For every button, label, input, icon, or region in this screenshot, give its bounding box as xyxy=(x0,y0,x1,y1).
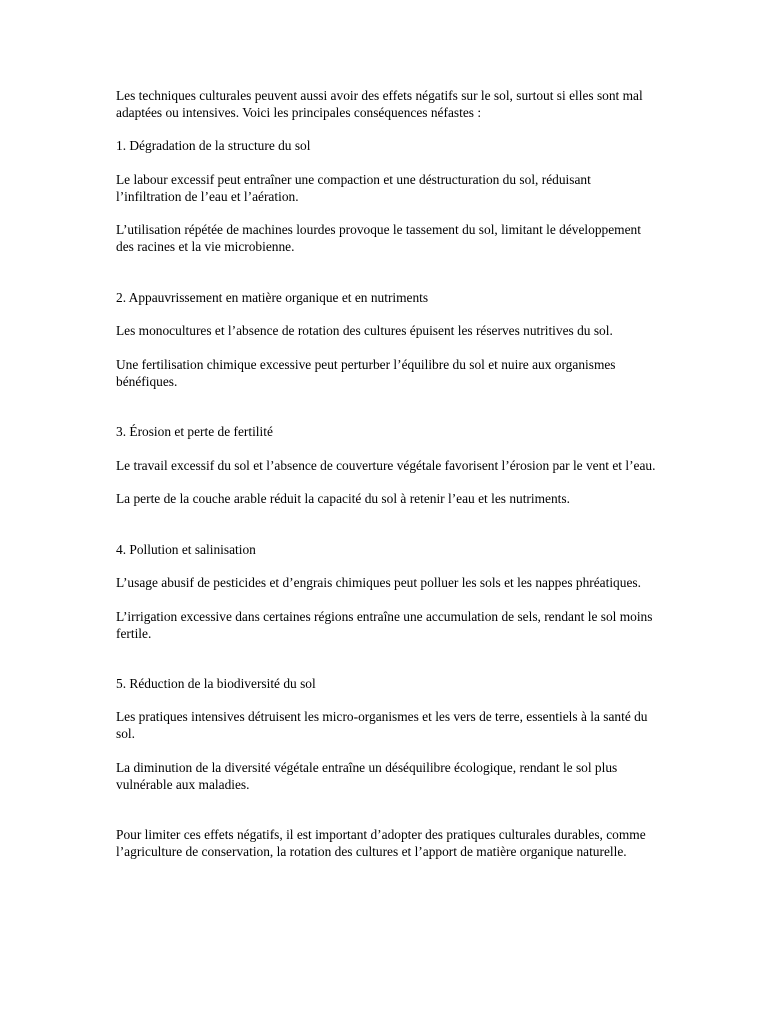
section-heading: 4. Pollution et salinisation xyxy=(116,541,256,557)
section-paragraph: Une fertilisation chimique excessive peut perturber l’équilibre du sol et nuire aux organismes bénéfiques. xyxy=(116,356,616,389)
section-paragraph: Les pratiques intensives détruisent les micro-organismes et les vers de terre, essentiels à la santé du sol. xyxy=(116,709,648,742)
section-heading: 1. Dégradation de la structure du sol xyxy=(116,138,311,154)
section-heading: 3. Érosion et perte de fertilité xyxy=(116,423,273,439)
section-paragraph: Le labour excessif peut entraîner une compaction et une déstructuration du sol, réduisant l’infiltration de l’eau et l’aération. xyxy=(116,171,591,204)
section-paragraph: La diminution de la diversité végétale entraîne un déséquilibre écologique, rendant le sol plus vulnérable aux maladies. xyxy=(116,759,618,792)
document-body xyxy=(116,88,656,861)
section-paragraph: La perte de la couche arable réduit la capacité du sol à retenir l’eau et les nutriments. xyxy=(116,491,570,507)
intro-paragraph: Les techniques culturales peuvent aussi avoir des effets négatifs sur le sol, surtout si elles sont mal adaptées ou intensives. Voici les principales conséquences néfastes : xyxy=(116,88,643,120)
section-paragraph: L’utilisation répétée de machines lourdes provoque le tassement du sol, limitant le développement des racines et la vie microbienne. xyxy=(116,222,641,255)
section-paragraph: L’irrigation excessive dans certaines régions entraîne une accumulation de sels, rendant le sol moins fertile. xyxy=(116,608,653,641)
section-heading: 2. Appauvrissement en matière organique et en nutriments xyxy=(116,289,429,305)
section-heading: 5. Réduction de la biodiversité du sol xyxy=(116,675,316,691)
section-paragraph: Les monocultures et l’absence de rotation des cultures épuisent les réserves nutritives du sol. xyxy=(116,323,613,339)
section-paragraph: Le travail excessif du sol et l’absence de couverture végétale favorisent l’érosion par le vent et l’eau. xyxy=(116,457,656,473)
section-paragraph: L’usage abusif de pesticides et d’engrais chimiques peut polluer les sols et les nappes phréatiques. xyxy=(116,575,641,591)
conclusion-paragraph: Pour limiter ces effets négatifs, il est important d’adopter des pratiques culturales durables, comme l’agriculture de conservation, la rotation des cultures et l’apport de matière organique naturelle. xyxy=(116,827,646,859)
